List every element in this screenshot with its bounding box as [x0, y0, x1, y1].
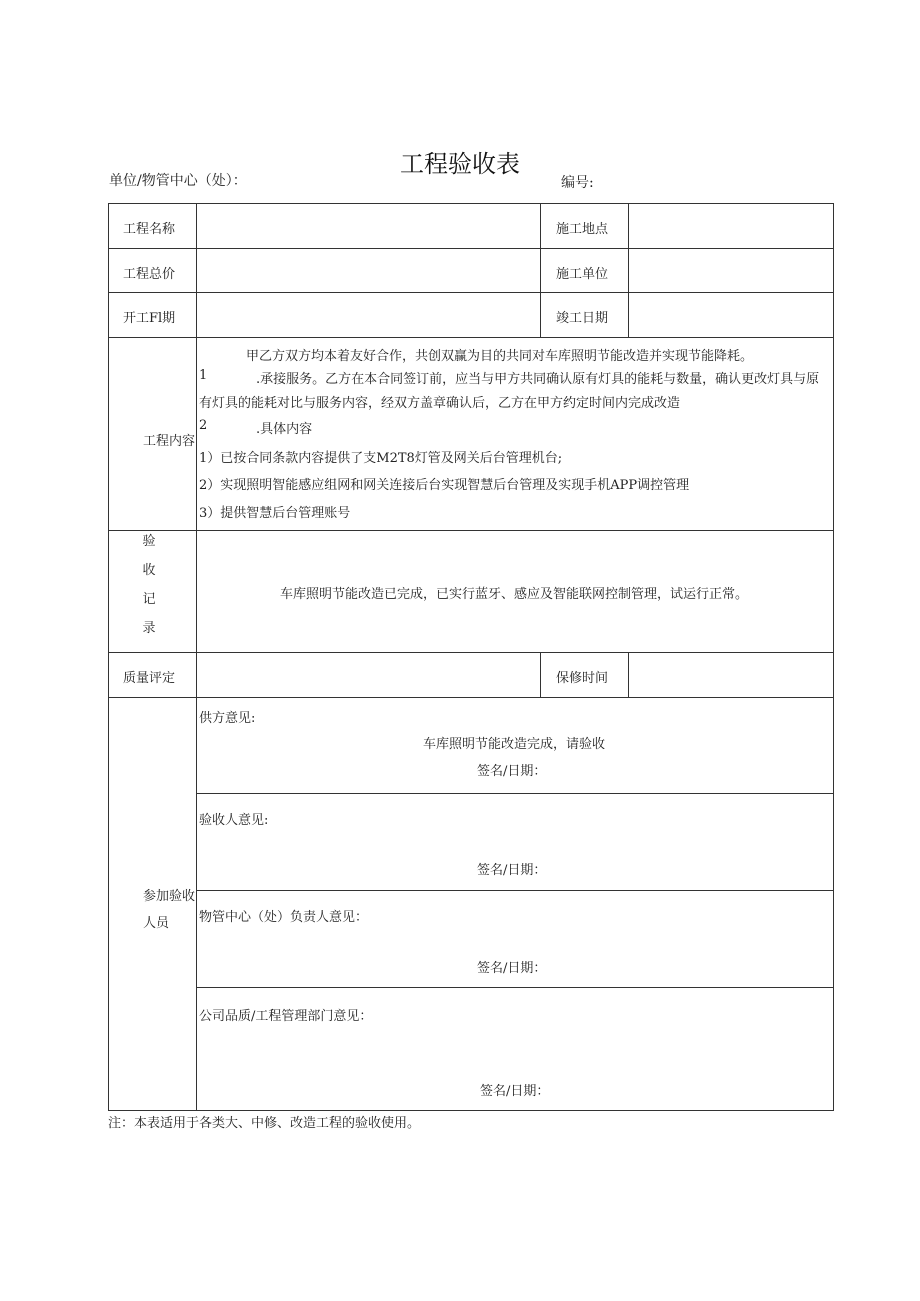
supplier-opinion-text: 车库照明节能改造完成，请验收	[423, 737, 606, 752]
supplier-opinion-label: 供方意见:	[199, 711, 256, 726]
site-label: 施工地点	[556, 222, 609, 237]
sub-item-3: 3）提供智慧后台管理账号	[199, 506, 351, 521]
item1-line1: .承接服务。乙方在本合同签订前，应当与甲方共同确认原有灯具的能耗与数量，确认更改灯具与原	[256, 372, 820, 387]
signature-date-label: 签名/日期：	[477, 863, 547, 878]
item1-line2: 有灯具的能耗对比与服务内容，经双方盖章确认后，乙方在甲方约定时间内完成改造	[199, 396, 681, 411]
column-divider	[628, 203, 629, 337]
item-number: 2	[199, 418, 208, 433]
row-divider	[108, 248, 834, 249]
participants-label: 参加验收	[143, 889, 196, 904]
property-center-opinion-label: 物管中心（处）负责人意见：	[199, 910, 369, 925]
column-divider	[540, 203, 541, 337]
acceptance-label-char: 记	[142, 592, 156, 607]
row-divider	[108, 697, 834, 698]
contractor-label: 施工单位	[556, 267, 609, 282]
signature-date-label: 签名/日期：	[477, 764, 547, 779]
page-title: 工程验收表	[400, 150, 520, 178]
acceptance-label-char: 录	[142, 621, 156, 636]
start-date-label: 开工Fl期	[123, 311, 176, 326]
sub-item-1: 1）已按合同条款内容提供了支M2T8灯管及网关后台管理机台;	[199, 451, 563, 466]
project-name-label: 工程名称	[123, 222, 176, 237]
column-divider	[628, 652, 629, 697]
warranty-label: 保修时间	[556, 671, 609, 686]
acceptance-form-table	[108, 203, 834, 1111]
row-divider	[108, 337, 834, 338]
completion-date-label: 竣工日期	[556, 311, 609, 326]
inspector-opinion-label: 验收人意见:	[199, 813, 269, 828]
signature-date-label: 签名/日期：	[477, 961, 547, 976]
signature-date-label: 签名/日期：	[480, 1084, 550, 1099]
footnote: 注：本表适用于各类大、中修、改造工程的验收使用。	[108, 1116, 421, 1131]
item-number: 1	[199, 368, 208, 383]
row-divider	[196, 890, 834, 891]
quality-label: 质量评定	[123, 671, 176, 686]
row-divider	[108, 652, 834, 653]
acceptance-text: 车库照明节能改造已完成，已实行蓝牙、感应及智能联网控制管理，试运行正常。	[280, 587, 749, 602]
total-price-label: 工程总价	[123, 267, 176, 282]
content-label: 工程内容	[143, 434, 196, 449]
row-divider	[196, 987, 834, 988]
acceptance-label-char: 收	[142, 563, 156, 578]
content-intro: 甲乙方双方均本着友好合作，共创双赢为目的共同对车库照明节能改造并实现节能降耗。	[246, 349, 754, 364]
row-divider	[108, 530, 834, 531]
row-divider	[108, 292, 834, 293]
number-label: 编号:	[561, 175, 594, 191]
column-divider	[196, 203, 197, 1111]
item2-text: .具体内容	[256, 422, 313, 437]
sub-item-2: 2）实现照明智能感应组网和网关连接后台实现智慧后台管理及实现手机APP调控管理	[199, 478, 690, 493]
acceptance-label-char: 验	[142, 534, 156, 549]
participants-label: 人员	[143, 916, 170, 931]
company-department-opinion-label: 公司品质/工程管理部门意见：	[199, 1009, 373, 1024]
row-divider	[196, 793, 834, 794]
unit-label: 单位/物管中心（处）：	[109, 173, 247, 189]
column-divider	[540, 652, 541, 697]
